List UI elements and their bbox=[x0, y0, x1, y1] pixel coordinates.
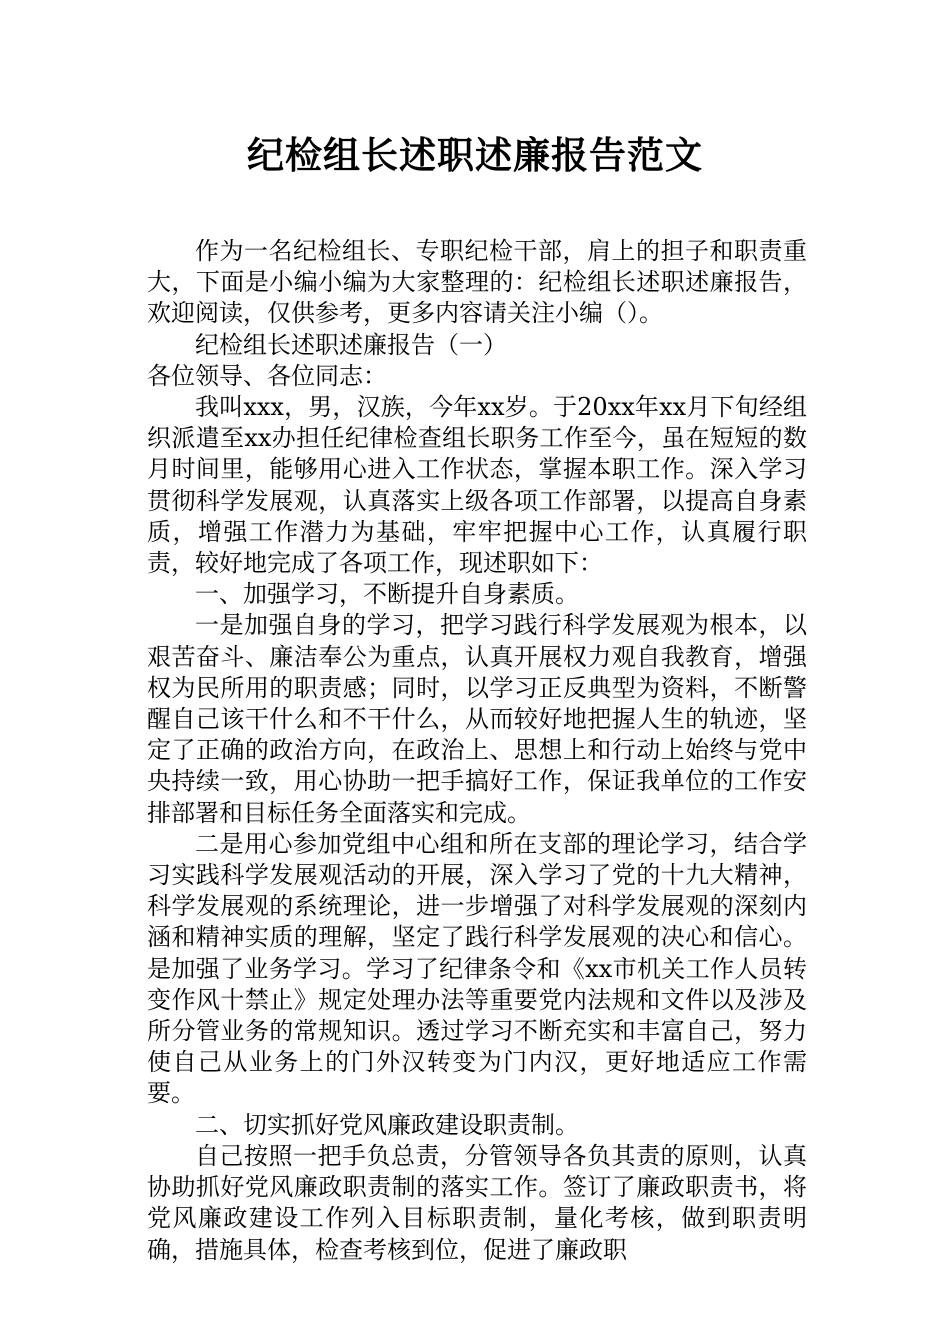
body-paragraph: 一、加强学习，不断提升自身素质。 bbox=[195, 580, 579, 609]
document-title: 纪检组长述职述廉报告范文 bbox=[247, 133, 703, 177]
body-paragraph: 自己按照一把手负总责，分管领导各负其责的原则，认真协助抓好党风廉政职责制的落实工作。签订了廉政职责书，将党风廉政建设工作列入目标职责制，量化考核，做到职责明确，措施具体，检查考核到位，促进了廉政职 bbox=[147, 1141, 807, 1264]
body-paragraph: 一是加强自身的学习，把学习践行科学发展观为根本，以艰苦奋斗、廉洁奉公为重点，认真开展权力观自我教育，增强权为民所用的职责感；同时，以学习正反典型为资料，不断警醒自己该干什么和不干什么，从而较好地把握人生的轨迹，坚定了正确的政治方向，在政治上、思想上和行动上始终与党中央持续一致，用心协助一把手搞好工作，保证我单位的工作安排部署和目标任务全面落实和完成。 bbox=[147, 611, 807, 827]
body-paragraph: 我叫xxx，男，汉族，今年xx岁。于20xx年xx月下旬经组织派遣至xx办担任纪律检查组长职务工作至今，虽在短短的数月时间里，能够用心进入工作状态，掌握本职工作。深入学习贯彻科学发展观，认真落实上级各项工作部署，以提高自身素质，增强工作潜力为基础，牢牢把握中心工作，认真履行职责，较好地完成了各项工作，现述职如下： bbox=[147, 393, 807, 578]
body-paragraph: 纪检组长述职述廉报告（一） bbox=[195, 330, 507, 359]
body-paragraph: 二是用心参加党组中心组和所在支部的理论学习，结合学习实践科学发展观活动的开展，深入学习了党的十九大精神，科学发展观的系统理论，进一步增强了对科学发展观的深刻内涵和精神实质的理解，坚定了践行科学发展观的决心和信心。是加强了业务学习。学习了纪律条令和《xx市机关工作人员转变作风十禁止》规定处理办法等重要党内法规和文件以及涉及所分管业务的常规知识。透过学习不断充实和丰富自己，努力使自己从业务上的门外汉转变为门内汉，更好地适应工作需要。 bbox=[147, 829, 807, 1108]
body-paragraph: 各位领导、各位同志： bbox=[147, 361, 387, 390]
document-body bbox=[147, 236, 807, 1266]
body-paragraph: 二、切实抓好党风廉政建设职责制。 bbox=[195, 1110, 579, 1139]
body-paragraph: 作为一名纪检组长、专职纪检干部，肩上的担子和职责重大，下面是小编小编为大家整理的：纪检组长述职述廉报告，欢迎阅读，仅供参考，更多内容请关注小编（）。 bbox=[147, 237, 807, 328]
